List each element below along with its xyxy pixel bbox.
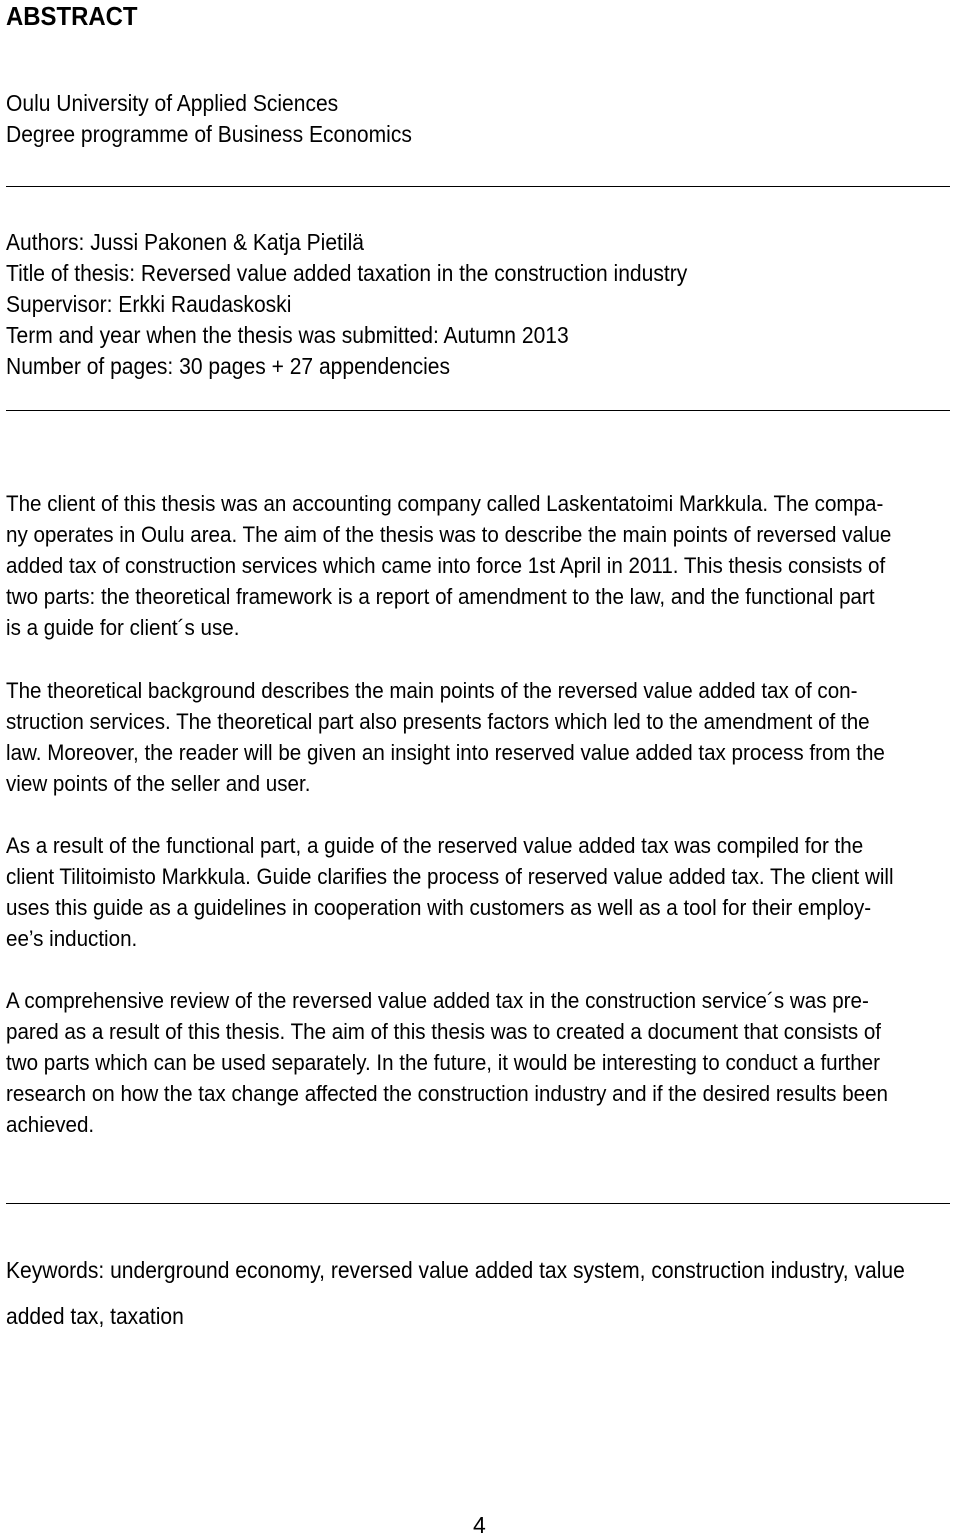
abstract-line: added tax of construction services which came into force 1st April in 2011. This thesis consists of (6, 553, 886, 578)
abstract-line: achieved. (6, 1112, 95, 1137)
abstract-paragraph-2 (6, 675, 948, 799)
divider-top (6, 186, 950, 187)
abstract-paragraph-4 (6, 985, 948, 1140)
abstract-line: ny operates in Oulu area. The aim of the thesis was to describe the main points of reversed value (6, 522, 892, 547)
keywords-line-1: Keywords: underground economy, reversed value added tax system, construction industry, value (6, 1257, 905, 1283)
keywords-line-2: added tax, taxation (6, 1303, 184, 1329)
abstract-line: research on how the tax change affected the construction industry and if the desired results been (6, 1081, 889, 1106)
abstract-paragraph-1 (6, 488, 948, 643)
page-count-line: Number of pages: 30 pages + 27 appendencies (6, 353, 451, 379)
abstract-line: The theoretical background describes the main points of the reversed value added tax of con- (6, 678, 858, 703)
abstract-line: is a guide for client´s use. (6, 615, 240, 640)
institution-block (6, 88, 948, 150)
abstract-line: ee’s induction. (6, 926, 138, 951)
abstract-line: uses this guide as a guidelines in cooperation with customers as well as a tool for their employ- (6, 895, 872, 920)
term-year-line: Term and year when the thesis was submitted: Autumn 2013 (6, 322, 569, 348)
authors-line: Authors: Jussi Pakonen & Katja Pietilä (6, 229, 364, 255)
abstract-heading: ABSTRACT (6, 1, 138, 31)
keywords-block (6, 1247, 948, 1339)
abstract-line: view points of the seller and user. (6, 771, 311, 796)
divider-bottom (6, 1203, 950, 1204)
abstract-paragraph-3 (6, 830, 948, 954)
abstract-line: pared as a result of this thesis. The aim of this thesis was to created a document that consists of (6, 1019, 882, 1044)
degree-programme: Degree programme of Business Economics (6, 121, 412, 147)
abstract-line: struction services. The theoretical part also presents factors which led to the amendment of the (6, 709, 870, 734)
abstract-line: The client of this thesis was an accounting company called Laskentatoimi Markkula. The compa- (6, 491, 884, 516)
page-number: 4 (473, 1512, 486, 1538)
supervisor-line: Supervisor: Erkki Raudaskoski (6, 291, 292, 317)
abstract-line: law. Moreover, the reader will be given an insight into reserved value added tax process from the (6, 740, 885, 765)
university-name: Oulu University of Applied Sciences (6, 90, 339, 116)
abstract-line: A comprehensive review of the reversed value added tax in the construction service´s was pre- (6, 988, 869, 1013)
abstract-line: two parts which can be used separately. In the future, it would be interesting to conduct a further (6, 1050, 880, 1075)
thesis-info-block (6, 227, 948, 382)
divider-middle (6, 410, 950, 411)
abstract-line: two parts: the theoretical framework is a report of amendment to the law, and the functional part (6, 584, 875, 609)
thesis-title-line: Title of thesis: Reversed value added taxation in the construction industry (6, 260, 688, 286)
abstract-line: client Tilitoimisto Markkula. Guide clarifies the process of reserved value added tax. The client will (6, 864, 894, 889)
abstract-line: As a result of the functional part, a guide of the reserved value added tax was compiled for the (6, 833, 864, 858)
